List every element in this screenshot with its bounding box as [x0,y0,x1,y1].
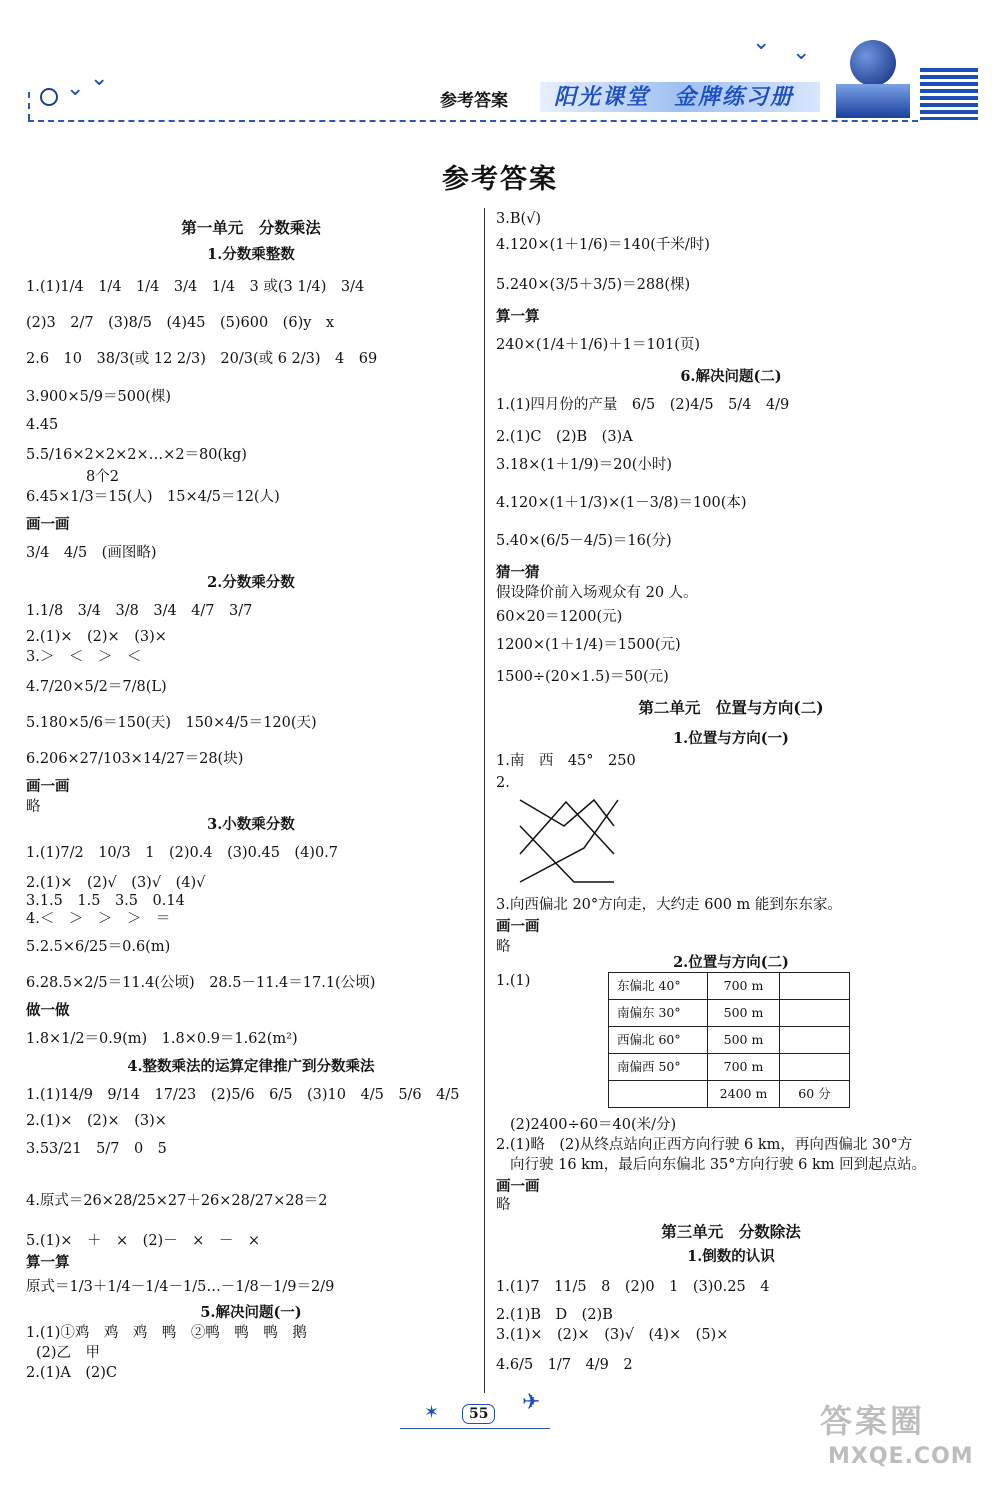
table-cell [780,973,850,1000]
answer-line: 1.(1)14/9 9/14 17/23 (2)5/6 6/5 (3)10 4/5 5/6 4/5 [26,1087,460,1103]
table-cell: 700 m [708,1054,780,1081]
bird-icon: ⌄ [752,30,771,55]
footer-rule [400,1428,550,1429]
watermark-text: 答案圈 [820,1402,926,1440]
section-heading: 1.倒数的认识 [687,1248,775,1265]
subheading: 做一做 [26,1002,70,1019]
answer-line: 2. [496,775,510,791]
table-cell: 南偏东 30° [609,1000,708,1027]
header-corner [28,92,40,120]
answer-line: 2.(1)× (2)× (3)× [26,629,167,645]
table-cell: 南偏西 50° [609,1054,708,1081]
section-heading: 1.分数乘整数 [207,246,295,263]
subheading: 算一算 [26,1254,70,1271]
section-heading: 1.位置与方向(一) [673,730,789,747]
bird-icon: ⌄ [66,76,85,101]
answer-line: 6.28.5×2/5＝11.4(公顷) 28.5－11.4＝17.1(公顷) [26,975,376,991]
table-cell: 500 m [708,1000,780,1027]
answer-line: 3/4 4/5 (画图略) [26,545,157,561]
table-cell [780,1054,850,1081]
answer-line: 略 [496,1197,511,1213]
answer-line: 1200×(1＋1/4)＝1500(元) [496,637,681,653]
answer-line: 4.6/5 1/7 4/9 2 [496,1357,633,1373]
answer-line: 4.7/20×5/2＝7/8(L) [26,679,167,695]
answer-line: 5.40×(6/5－4/5)＝16(分) [496,533,672,549]
line-diagram [514,792,624,888]
column-divider [484,208,485,1393]
subheading: 算一算 [496,308,540,325]
answer-line: 4.＜ ＞ ＞ ＞ ＝ [26,911,171,927]
answer-line: 1.南 西 45° 250 [496,753,636,769]
page-number: 55 [462,1404,495,1424]
answer-line: 略 [496,939,511,955]
page-title: 参考答案 [442,164,558,195]
answer-line: 5.(1)× ＋ × (2)－ × － × [26,1233,261,1249]
header-label: 参考答案 [440,91,508,111]
answer-line: 240×(1/4＋1/6)＋1＝101(页) [496,337,701,353]
header-stripes [920,68,978,120]
answer-line: 2.(1)略 (2)从终点站向正西方向行驶 6 km，再向西偏北 30°方 [496,1137,913,1153]
answer-line: (2)2400÷60＝40(米/分) [510,1117,677,1133]
section-heading: 4.整数乘法的运算定律推广到分数乘法 [127,1058,375,1075]
table-row [609,1000,850,1027]
answer-line: 1.8×1/2＝0.9(m) 1.8×0.9＝1.62(m²) [26,1031,298,1047]
answer-line: 3.18×(1＋1/9)＝20(小时) [496,457,673,473]
table-cell: 东偏北 40° [609,973,708,1000]
table-cell: 500 m [708,1027,780,1054]
answer-line: 4.45 [26,417,59,433]
answer-line: 1.(1) [496,973,531,989]
answer-line: 2.(1)× (2)× (3)× [26,1113,167,1129]
answer-line: 4.120×(1＋1/6)＝140(千米/时) [496,237,710,253]
answer-line: 3.900×5/9＝500(棵) [26,389,171,405]
answer-line: 3.1.5 1.5 3.5 0.14 [26,893,185,909]
answer-line: 2.(1)A (2)C [26,1365,117,1381]
answer-line: 1500÷(20×1.5)＝50(元) [496,669,669,685]
answer-line: (2)3 2/7 (3)8/5 (4)45 (5)600 (6)y x [26,315,335,331]
table-cell: 2400 m [708,1081,780,1108]
answer-line: 5.5/16×2×2×2×…×2＝80(kg) [26,447,247,463]
subheading: 画一画 [26,516,70,533]
header-rule [28,120,918,122]
answer-line: 1.(1)7/2 10/3 1 (2)0.4 (3)0.45 (4)0.7 [26,845,339,861]
answer-line: 略 [26,799,41,815]
answer-line: 向行驶 16 km，最后向东偏北 35°方向行驶 6 km 回到起点站。 [510,1157,927,1173]
answer-line: 2.(1)B D (2)B [496,1307,613,1323]
answer-line: 3.向西偏北 20°方向走，大约走 600 m 能到东东家。 [496,897,842,913]
globe-stand [836,84,910,118]
answer-line: 1.(1)7 11/5 8 (2)0 1 (3)0.25 4 [496,1279,770,1295]
table-cell: 西偏北 60° [609,1027,708,1054]
page-header [0,0,1000,140]
table-row [609,973,850,1000]
answer-line: 1.(1)四月份的产量 6/5 (2)4/5 5/4 4/9 [496,397,790,413]
answer-line: 3.B(√) [496,211,542,227]
answer-line: 5.2.5×6/25＝0.6(m) [26,939,171,955]
watermark-url: MXQE.COM [828,1444,974,1469]
table-cell [780,1027,850,1054]
answer-line: 3.(1)× (2)× (3)√ (4)× (5)× [496,1327,729,1343]
answer-line: 60×20＝1200(元) [496,609,623,625]
answer-line: 4.120×(1＋1/3)×(1－3/8)＝100(本) [496,495,747,511]
answer-line: 5.180×5/6＝150(天) 150×4/5＝120(天) [26,715,317,731]
answer-line: 8个2 [86,469,119,485]
answer-line: 4.原式＝26×28/25×27＋26×28/27×28＝2 [26,1193,328,1209]
unit-heading: 第三单元 分数除法 [661,1222,801,1241]
bird-icon: ⌄ [792,40,811,65]
answer-line: 2.6 10 38/3(或 12 2/3) 20/3(或 6 2/3) 4 69 [26,351,378,367]
answer-line: 1.(1)1/4 1/4 1/4 3/4 1/4 3 或(3 1/4) 3/4 [26,279,365,295]
answer-line: 1.1/8 3/4 3/8 3/4 4/7 3/7 [26,603,253,619]
subheading: 画一画 [496,1178,540,1195]
answer-line: 5.240×(3/5＋3/5)＝288(棵) [496,277,691,293]
direction-table [608,972,850,1108]
header-dot [40,88,58,106]
bird-icon: ✈ [522,1390,541,1415]
section-heading: 6.解决问题(二) [680,368,782,385]
table-cell: 60 分 [780,1081,850,1108]
answer-line: 假设降价前入场观众有 20 人。 [496,585,698,601]
section-heading: 5.解决问题(一) [200,1304,302,1321]
answer-line: 3.＞ ＜ ＞ ＜ [26,649,142,665]
section-heading: 2.位置与方向(二) [673,954,789,971]
answer-line: 2.(1)C (2)B (3)A [496,429,633,445]
subheading: 猜一猜 [496,564,540,581]
subheading: 画一画 [26,778,70,795]
header-brand: 阳光课堂 金牌练习册 [554,85,795,110]
table-cell [609,1081,708,1108]
table-cell [780,1000,850,1027]
answer-line: 6.45×1/3＝15(人) 15×4/5＝12(人) [26,489,280,505]
answer-line: (2)乙 甲 [36,1345,101,1361]
unit-heading: 第二单元 位置与方向(二) [638,698,824,717]
answer-line: 6.206×27/103×14/27＝28(块) [26,751,244,767]
bird-icon: ⌄ [90,66,109,91]
globe-icon [850,40,896,86]
subheading: 画一画 [496,918,540,935]
answer-line: 原式＝1/3＋1/4－1/4－1/5…－1/8－1/9＝2/9 [26,1279,335,1295]
watermark [820,1396,974,1469]
table-cell: 700 m [708,973,780,1000]
table-row [609,1081,850,1108]
answer-line: 1.(1)①鸡 鸡 鸡 鸭 ②鸭 鸭 鸭 鹅 [26,1325,307,1341]
section-heading: 2.分数乘分数 [207,574,295,591]
unit-heading: 第一单元 分数乘法 [181,218,321,237]
section-heading: 3.小数乘分数 [207,816,295,833]
star-icon: ✶ [424,1402,440,1423]
answer-line: 2.(1)× (2)√ (3)√ (4)√ [26,875,206,891]
answer-line: 3.53/21 5/7 0 5 [26,1141,167,1157]
table-row [609,1054,850,1081]
table-row [609,1027,850,1054]
